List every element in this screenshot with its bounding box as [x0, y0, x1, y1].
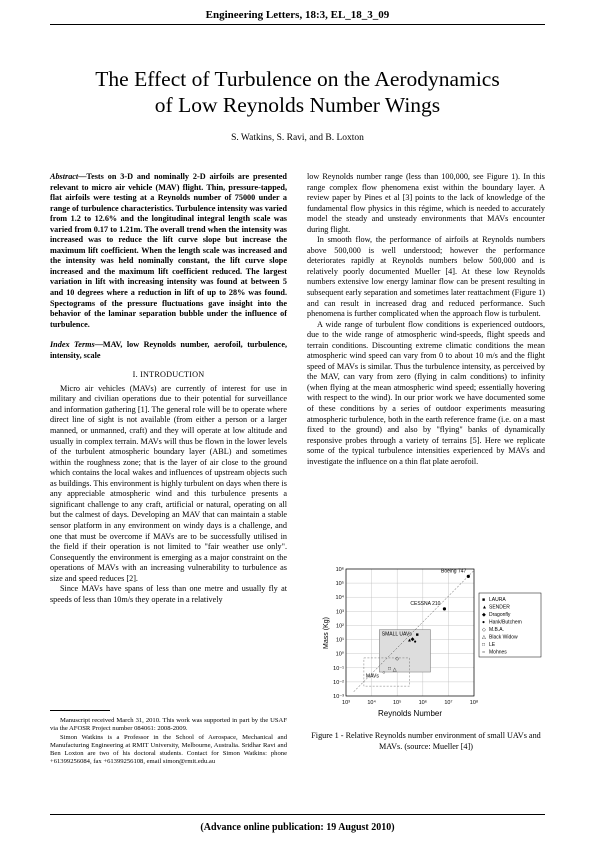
- legend-entry: Mohnes: [489, 649, 507, 656]
- legend-marker: ◇: [482, 627, 486, 633]
- section-heading-introduction: I. INTRODUCTION: [132, 370, 205, 380]
- title-line-2: of Low Reynolds Number Wings: [154, 93, 441, 117]
- y-tick-label: 10³: [336, 609, 344, 616]
- index-terms-dash: —: [94, 340, 103, 350]
- chart-annotation: MAVs: [365, 673, 379, 680]
- footnote: Manuscript received March 31, 2010. This work was supported in part by the USAF via the AFOSR Project number 084061: 2008-2009.: [50, 717, 287, 733]
- index-terms: [50, 340, 287, 361]
- data-point: [467, 575, 470, 578]
- footer-rule: [50, 814, 545, 815]
- paragraph: Micro air vehicles (MAVs) are currently of interest for use in military and civilian operations due to their potential for surveillance and information gathering [1]. The general role will be to operate where direct line of sight is not available (from either a person or a larger manned, or unmanned, craft) and they will operate at low altitude and usually in complex terrain. MAVs will thus be flown in the lower levels of the turbulent atmospheric boundary layer (ABL) and sometimes within the roughness zone; that is the layer of air close to the ground which contains the local wakes and influences of upstream objects such as buildings. This environment is highly turbulent on days when there is any appreciable atmospheric wind and this turbulence presents a significant challenge to any craft, artificial or natural, operating on all but the calmest of days. Developing an MAV that can maintain a stable sensor platform in any environment on windy days is a challenge, and one that must be overcome if MAVs are to be successfully utilised in the field if their operation is not limited to "fair weather use only". Consequently the environment is emerging as a major constraint on the operations of MAVs with an increasing vulnerability to turbulence as size and speed reduces [2].: [50, 383, 287, 583]
- y-tick-label: 10⁵: [335, 581, 344, 588]
- data-point: ◇: [395, 655, 400, 662]
- figure-caption: Figure 1 - Relative Reynolds number environment of small UAVs and MAVs. (source: Mueller [4]): [311, 731, 541, 751]
- y-tick-labels: [333, 566, 345, 700]
- y-tick-label: 10⁻¹: [333, 665, 344, 672]
- y-tick-label: 10²: [336, 623, 344, 630]
- y-tick-label: 10¹: [336, 637, 344, 644]
- paper-title: [40, 66, 555, 118]
- paragraph: Since MAVs have spans of less than one metre and usually fly at speeds of less than 10m/s they operate in a relatively: [50, 584, 287, 604]
- x-tick-label: 10⁷: [444, 700, 453, 706]
- chart-annotation: CESSNA 210: [410, 600, 441, 607]
- data-point: ●: [413, 638, 417, 645]
- legend-entry: Black Widow: [489, 634, 518, 641]
- index-terms-lead: Index Terms: [50, 340, 95, 350]
- legend-marker: ○: [482, 649, 486, 656]
- data-point: ▲: [406, 637, 412, 644]
- paragraph: In smooth flow, the performance of airfoils at Reynolds numbers above 500,000 is well understood; however the performance deteriorates rapidly at Reynolds numbers below 500,000 and is relatively poorly documented Mueller [4]. At these low Reynolds numbers extensive low energy laminar flow can be present resulting in subsequent early separation and sometimes later reattachment (Figure 1) and can result in increased drag and reduced performance. Such phenomena is further complicated when the approach flow is turbulent.: [307, 235, 545, 319]
- footnote-rule: [50, 710, 110, 711]
- chart-annotation: Boeing 747: [441, 568, 467, 575]
- legend-marker: ●: [482, 619, 486, 626]
- y-tick-label: 10⁻²: [333, 679, 344, 686]
- legend-entry: Hank/Butchem: [489, 619, 522, 626]
- legend-marker: ◆: [482, 612, 486, 618]
- legend-marker: ▲: [482, 604, 487, 611]
- chart-legend: [479, 593, 541, 657]
- data-point: ■: [415, 631, 419, 638]
- data-point: [443, 607, 446, 610]
- figure-1: [322, 565, 547, 720]
- legend-marker: △: [482, 634, 486, 641]
- publication-footer: (Advance online publication: 19 August 2010): [200, 822, 395, 833]
- x-tick-label: 10⁴: [367, 700, 376, 706]
- chart-annotation: SMALL UAVs: [381, 631, 412, 638]
- author-list: S. Watkins, S. Ravi, and B. Loxton: [231, 133, 364, 143]
- reynolds-mass-chart: [322, 565, 547, 720]
- header-rule: [50, 24, 545, 25]
- data-point: ◆: [410, 636, 415, 643]
- footnote: Simon Watkins is a Professor in the School of Aerospace, Mechanical and Manufacturing Engineering at RMIT University, Melbourne, Australia. Sridhar Ravi and Ben Loxton are two of his doctoral students. Contact for Simon Watkins: phone +61399256084, fax +61399256108, email simon@rmit.edu.au: [50, 733, 287, 766]
- legend-entry: Dragonfly: [489, 612, 511, 618]
- x-tick-label: 10⁵: [392, 700, 402, 706]
- y-axis-label: Mass (Kg): [323, 617, 330, 649]
- abstract-lead: Abstract: [50, 172, 79, 181]
- journal-header: Engineering Letters, 18:3, EL_18_3_09: [205, 9, 390, 21]
- x-axis-label: Reynolds Number: [377, 709, 443, 718]
- legend-marker: ■: [482, 597, 486, 603]
- y-tick-label: 10⁰: [335, 651, 344, 658]
- index-terms-text: MAV, low Reynolds number, aerofoil, turbulence, intensity, scale: [50, 340, 287, 360]
- paragraph: A wide range of turbulent flow conditions is experienced outdoors, due to the wide range of atmospheric wind-speeds, flight speeds and terrain conditions. Discounting extreme climatic conditions the mean atmospheric wind speed can vary from 0 to about 10 m/s and the flight speed of MAVs is similar. Thus the turbulence intensity, as perceived by the MAV, can vary from zero (flying in calm conditions) to infinity (when flying at the mean atmospheric wind speed; essentially hovering with respect to the wind). In our prior work we have documented some of these conditions by a series of outdoor experiments measuring atmospheric turbulence, both in the earth reference frame (i.e. on a mast fixed to the ground) and also by "flying" banks of dynamically responsive probes through a variety of terrains [5]. Here we replicate some of the typical turbulence intensities experienced by MAVs and investigate the influence on a thin flat plate aerofoil.: [307, 319, 545, 466]
- legend-entry: LE: [489, 642, 496, 648]
- legend-entry: M.B.A.: [489, 627, 505, 633]
- legend-entry: LAURA: [489, 597, 506, 603]
- legend-entry: SENDER: [489, 604, 510, 611]
- abstract: [50, 172, 287, 330]
- x-tick-label: 10⁶: [418, 700, 427, 706]
- abstract-dash: —: [78, 172, 87, 181]
- paragraph: low Reynolds number range (less than 100,000, see Figure 1). In this range complex flow phenomena exist within the boundary layer. A review paper by Pines et al [3] points to the lack of knowledge of the fundamental flow physics in this régime, which is needed to accurately model the steady and unsteady environments that MAVs encounter during flight.: [307, 172, 545, 234]
- title-line-1: The Effect of Turbulence on the Aerodynamics: [95, 67, 500, 91]
- x-tick-labels: [342, 699, 478, 706]
- x-tick-label: 10⁸: [469, 700, 479, 706]
- right-column: [307, 172, 545, 467]
- y-tick-label: 10⁶: [335, 567, 344, 573]
- data-point: △: [392, 667, 397, 674]
- data-point: □: [387, 665, 392, 672]
- footnotes: [50, 717, 287, 767]
- data-point: ○: [382, 670, 386, 677]
- y-tick-label: 10⁻³: [333, 694, 344, 700]
- left-column: [50, 172, 287, 605]
- legend-marker: □: [482, 642, 486, 648]
- x-tick-label: 10³: [342, 700, 350, 706]
- y-tick-label: 10⁴: [335, 595, 344, 602]
- abstract-text: Tests on 3-D and nominally 2-D airfoils are presented relevant to micro air vehicle (MAV) flight. Thin, pressure-tapped, flat airfoils were testing at a Reynolds number of 75000 under a range of turbulence characteristics. Turbulence intensity was varied from 1.2 to 12.6% and the longitudinal integral length scale was varied from 0.17 to 1.21m. The overall trend when the intensity was increased was to reduce the lift curve slope but increase the maximum lift coefficient. When the length scale was increased and the intensity was held nominally constant, the lift curve slope increased and the maximum lift coefficient reduced. The largest variation in lift with increasing intensity was found at between 5 and 10 degrees where a reduction in lift of up to 28% was found. Spectograms of the pressure fluctuations gave insight into the behavior of the laminar separation bubble under the influence of turbulence.: [50, 172, 287, 329]
